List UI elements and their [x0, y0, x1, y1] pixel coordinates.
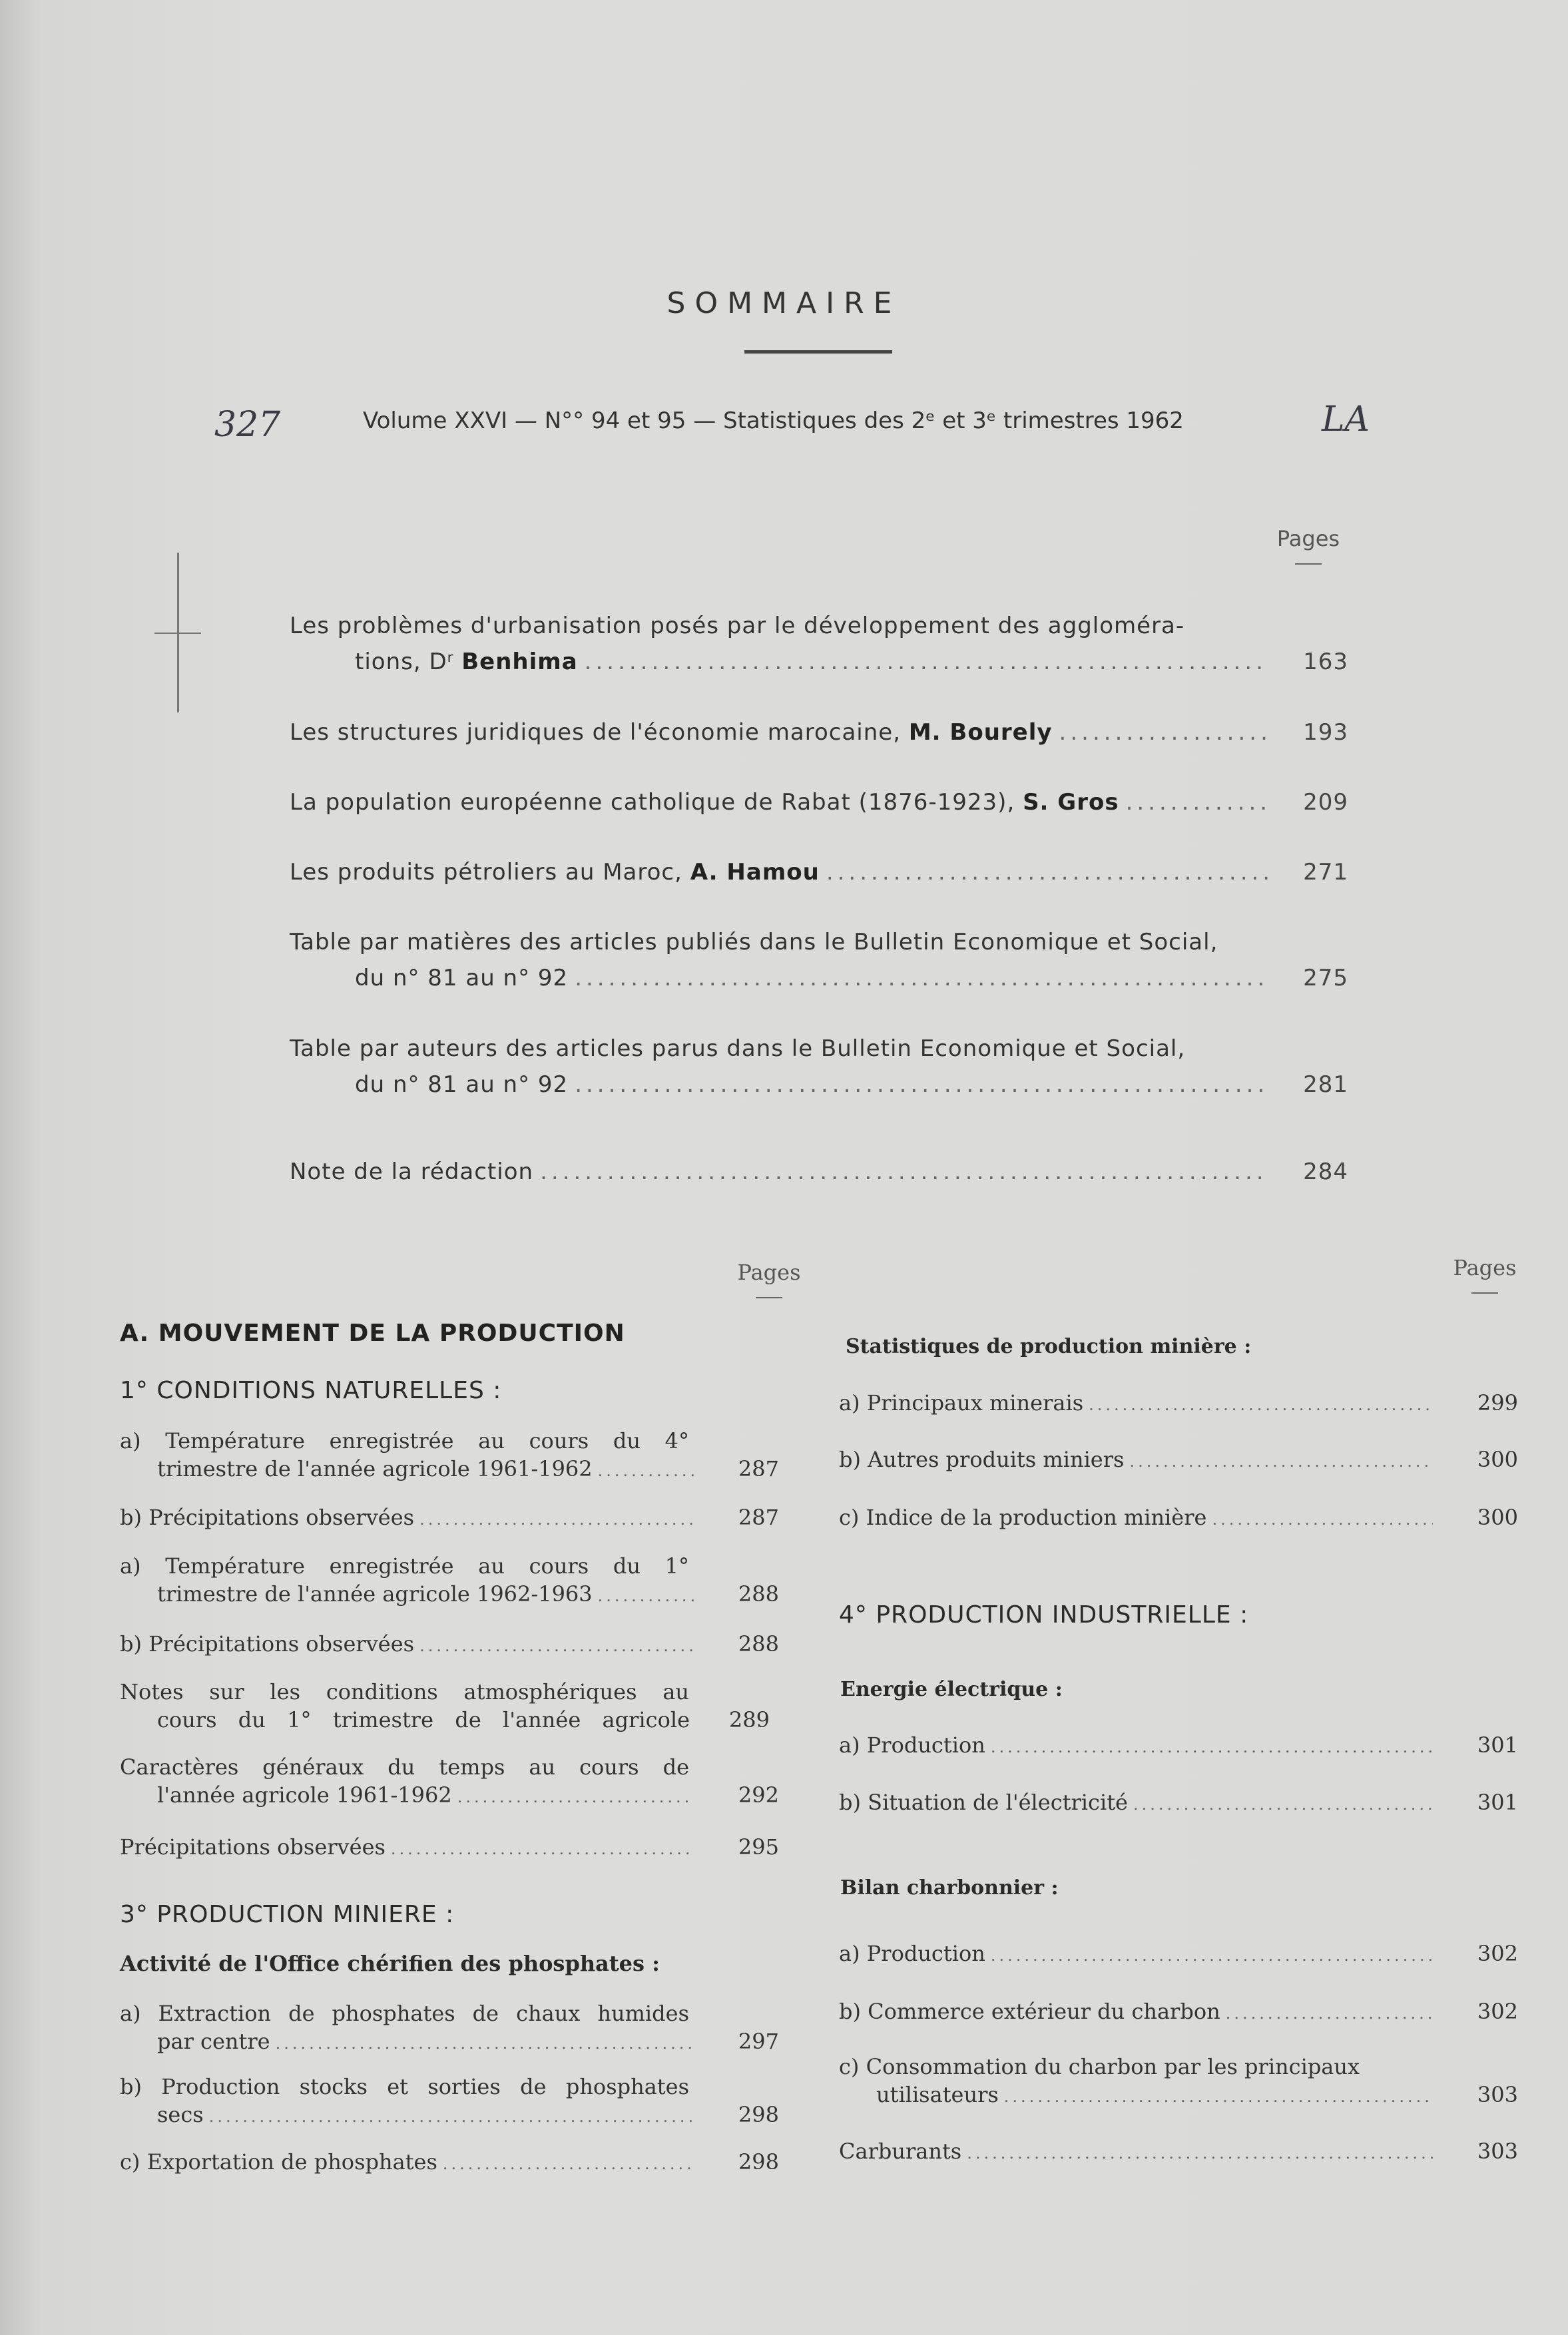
page-number: 288 — [738, 1581, 779, 1607]
page-number: 287 — [738, 1456, 779, 1481]
pages-header-left: Pages — [729, 1260, 809, 1298]
page-number: 302 — [1477, 1941, 1518, 1966]
page-number: 299 — [1477, 1390, 1518, 1416]
article-entry[interactable]: Table par auteurs des articles parus dans le Bulletin Economique et Social, du n° 81 au n° 92 ..... 281 — [290, 1035, 1348, 1107]
author-name: M. Bourely — [908, 719, 1053, 746]
section-heading-miniere: 3° PRODUCTION MINIERE : — [120, 1901, 455, 1928]
page-number: 163 — [1303, 649, 1348, 675]
article-entry[interactable]: Table par matières des articles publiés dans le Bulletin Economique et Social, du n° 81 au n° 92 ..... 275 — [290, 929, 1348, 1001]
page-number: 301 — [1477, 1790, 1518, 1815]
toc-row[interactable]: Carburants ..... 303 — [839, 2139, 1518, 2167]
article-entry[interactable]: Les produits pétroliers au Maroc, A. Hamou ..... 271 — [290, 859, 1348, 895]
toc-row[interactable]: c) Indice de la production minière ..... 300 — [839, 1505, 1518, 1533]
toc-row[interactable]: b) Situation de l'électricité ..... 301 — [839, 1790, 1518, 1818]
page-number: 301 — [1477, 1732, 1518, 1758]
article-entry[interactable]: La population européenne catholique de Rabat (1876-1923), S. Gros ..... 209 — [290, 789, 1348, 825]
page-number: 295 — [738, 1834, 779, 1860]
toc-row[interactable]: b) Précipitations observées ..... 287 — [120, 1505, 779, 1533]
toc-row[interactable]: a) Production ..... 301 — [839, 1732, 1518, 1760]
title-underline — [744, 350, 892, 354]
handwritten-initials: LA — [1322, 399, 1370, 439]
toc-row[interactable]: a) Température enregistrée au cours du 1° trimestre de l'année agricole 1962-1963 ..... 288 — [120, 1553, 779, 1609]
author-name: S. Gros — [1023, 789, 1119, 816]
page-number: 281 — [1303, 1071, 1348, 1098]
toc-row[interactable]: a) Principaux minerais ..... 299 — [839, 1390, 1518, 1418]
toc-row[interactable]: b) Production stocks et sorties de phosphates secs ..... 298 — [120, 2074, 779, 2130]
toc-row[interactable]: b) Autres produits miniers ..... 300 — [839, 1447, 1518, 1475]
page-number: 303 — [1477, 2139, 1518, 2164]
page-number: 287 — [738, 1505, 779, 1530]
page-number: 209 — [1303, 789, 1348, 816]
toc-row[interactable]: b) Précipitations observées ..... 288 — [120, 1631, 779, 1659]
subheading-phosphates: Activité de l'Office chérifien des phosphates : — [120, 1951, 660, 1976]
toc-row[interactable]: Précipitations observées ..... 295 — [120, 1834, 779, 1862]
toc-row[interactable]: c) Exportation de phosphates ..... 298 — [120, 2149, 779, 2177]
article-entry[interactable]: Les structures juridiques de l'économie marocaine, M. Bourely ..... 193 — [290, 719, 1348, 755]
author-name: Benhima — [461, 649, 578, 675]
page-number: 288 — [738, 1631, 779, 1657]
page-number: 193 — [1303, 719, 1348, 746]
toc-row[interactable]: a) Production ..... 302 — [839, 1941, 1518, 1969]
page-title: SOMMAIRE — [666, 286, 902, 320]
page-number: 300 — [1477, 1505, 1518, 1530]
section-heading-industrielle: 4° PRODUCTION INDUSTRIELLE : — [839, 1601, 1249, 1629]
toc-row[interactable]: c) Consommation du charbon par les principaux utilisateurs ..... 303 — [839, 2054, 1518, 2110]
subheading-mining: Statistiques de production minière : — [846, 1335, 1252, 1358]
page-number: 289 — [728, 1707, 770, 1732]
article-entry[interactable]: Note de la rédaction ..... 284 — [290, 1159, 1348, 1194]
page-number: 298 — [738, 2149, 779, 2175]
page-number: 284 — [1303, 1159, 1348, 1185]
section-heading-conditions: 1° CONDITIONS NATURELLES : — [120, 1377, 502, 1404]
author-name: A. Hamou — [690, 859, 820, 886]
page-number: 298 — [738, 2102, 779, 2127]
toc-row[interactable]: Notes sur les conditions atmosphériques au cours du 1° trimestre de l'année agricole 289 — [120, 1679, 770, 1732]
margin-pencil-mark-cross — [154, 633, 201, 634]
page-number: 271 — [1303, 859, 1348, 886]
subheading-electric: Energie électrique : — [840, 1678, 1063, 1701]
section-heading-a: A. MOUVEMENT DE LA PRODUCTION — [120, 1320, 625, 1347]
page-number: 300 — [1477, 1447, 1518, 1472]
volume-line: Volume XXVI — N°° 94 et 95 — Statistiques des 2ᵉ et 3ᵉ trimestres 1962 — [363, 407, 1184, 434]
toc-row[interactable]: a) Température enregistrée au cours du 4° trimestre de l'année agricole 1961-1962 ..... 287 — [120, 1428, 779, 1484]
subheading-charbon: Bilan charbonnier : — [840, 1876, 1059, 1900]
pages-header-right: Pages — [1445, 1255, 1525, 1294]
article-entry[interactable]: Les problèmes d'urbanisation posés par le développement des aggloméra- tions, Dʳ Benhima ..... 163 — [290, 613, 1348, 684]
handwritten-number: 327 — [214, 405, 281, 445]
toc-row[interactable]: a) Extraction de phosphates de chaux humides par centre ..... 297 — [120, 2001, 779, 2057]
page-number: 275 — [1303, 965, 1348, 991]
page-number: 297 — [738, 2029, 779, 2054]
toc-row[interactable]: b) Commerce extérieur du charbon ..... 302 — [839, 1999, 1518, 2027]
pages-header-top: Pages — [1268, 526, 1348, 565]
page-number: 303 — [1477, 2082, 1518, 2107]
page-number: 302 — [1477, 1999, 1518, 2024]
toc-row[interactable]: Caractères généraux du temps au cours de l'année agricole 1961-1962 ..... 292 — [120, 1754, 779, 1810]
page-number: 292 — [738, 1782, 779, 1808]
